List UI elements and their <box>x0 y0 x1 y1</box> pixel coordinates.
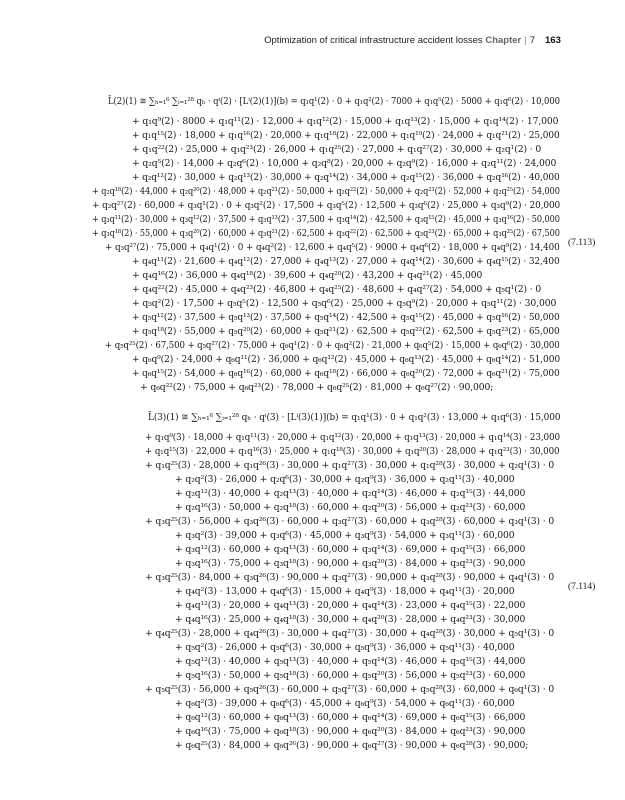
equation-line: + q₄q²²(2) · 45,000 + q₄q²³(2) · 46,800 + q₄q²⁵(2) · 48,600 + q₄q²⁷(2) · 54,000 + q₅q¹(2) · 0 <box>132 284 542 295</box>
equation-line: + q₃q¹¹(2) · 30,000 + q₃q¹²(2) · 37,500 + q₃q¹³(2) · 37,500 + q₃q¹⁴(2) · 42,500 + q₃q¹⁵(2) · 45,000 + q₃q¹⁶(2) · 50,000 <box>92 214 560 225</box>
equation-line: + q₄q²(3) · 13,000 + q₄q⁶(3) · 15,000 + q₄q⁹(3) · 18,000 + q₄q¹¹(3) · 20,000 <box>175 586 515 597</box>
equation-line: + q₂q¹⁶(3) · 50,000 + q₂q¹⁸(3) · 60,000 + q₂q²⁰(3) · 56,000 + q₂q²³(3) · 60,000 <box>175 502 526 513</box>
equation-line: + q₆q²(3) · 39,000 + q₆q⁶(3) · 45,000 + q₆q⁹(3) · 54,000 + q₆q¹¹(3) · 60,000 <box>175 698 515 709</box>
equation-line: + q₁q¹⁵(2) · 18,000 + q₁q¹⁶(2) · 20,000 + q₁q¹⁸(2) · 22,000 + q₁q¹⁹(2) · 24,000 + q₁q²¹(2) · 25,000 <box>132 130 560 141</box>
equation-line: + q₄q¹⁶(2) · 36,000 + q₄q¹⁸(2) · 39,600 + q₄q²⁰(2) · 43,200 + q₄q²¹(2) · 45,000 <box>132 270 483 281</box>
equation-line: + q₅q²(2) · 17,500 + q₅q⁵(2) · 12,500 + q₅q⁶(2) · 25,000 + q₅q⁹(2) · 20,000 + q₅q¹¹(2) · 30,000 <box>132 298 557 309</box>
chapter-separator: | <box>524 35 527 46</box>
equation-line: + q₅q¹²(3) · 40,000 + q₅q¹³(3) · 40,000 + q₅q¹⁴(3) · 46,000 + q₅q¹⁵(3) · 44,000 <box>175 656 526 667</box>
equation-line: + q₅q¹²(2) · 37,500 + q₅q¹³(2) · 37,500 + q₅q¹⁴(2) · 42,500 + q₅q¹⁵(2) · 45,000 + q₅q¹⁶(2) · 50,000 <box>132 312 560 323</box>
equation-line: + q₄q²⁵(3) · 28,000 + q₄q²⁶(3) · 30,000 + q₄q²⁷(3) · 30,000 + q₄q²⁸(3) · 30,000 + q₅q¹(3) · 0 <box>145 628 555 639</box>
equation-line: + q₃q¹⁶(3) · 75,000 + q₃q¹⁸(3) · 90,000 + q₃q²⁰(3) · 84,000 + q₃q²³(3) · 90,000 <box>175 558 526 569</box>
equation-line: + q₂q¹⁸(2) · 44,000 + q₂q²⁰(2) · 48,000 + q₂q²¹(2) · 50,000 + q₂q²²(2) · 50,000 + q₂q²³(2) · 52,000 + q₂q²⁵(2) · 54,000 <box>92 186 560 197</box>
equation-number: (7.113) <box>568 238 596 248</box>
running-header <box>0 0 625 46</box>
equation-line: + q₅q²⁵(3) · 56,000 + q₅q²⁶(3) · 60,000 + q₅q²⁷(3) · 60,000 + q₅q²⁸(3) · 60,000 + q₆q¹(3) · 0 <box>145 684 555 695</box>
equation-line: + q₅q²(3) · 26,000 + q₅q⁶(3) · 30,000 + q₅q⁹(3) · 36,000 + q₅q¹¹(3) · 40,000 <box>175 642 515 653</box>
equation-line: + q₄q¹²(3) · 20,000 + q₄q¹³(3) · 20,000 + q₄q¹⁴(3) · 23,000 + q₄q¹⁵(3) · 22,000 <box>175 600 526 611</box>
equation-line: + q₃q²(3) · 39,000 + q₃q⁶(3) · 45,000 + q₃q⁹(3) · 54,000 + q₃q¹¹(3) · 60,000 <box>175 530 515 541</box>
equation-line: + q₃q²⁵(3) · 84,000 + q₃q²⁶(3) · 90,000 + q₃q²⁷(3) · 90,000 + q₃q²⁸(3) · 90,000 + q₄q¹(3) · 0 <box>145 572 555 583</box>
equation-line: + q₄q¹⁶(3) · 25,000 + q₄q¹⁸(3) · 30,000 + q₄q²⁰(3) · 28,000 + q₄q²³(3) · 30,000 <box>175 614 526 625</box>
equation-line: + q₆q¹⁶(3) · 75,000 + q₆q¹⁸(3) · 90,000 + q₆q²⁰(3) · 84,000 + q₆q²³(3) · 90,000 <box>175 726 526 737</box>
equation-line: + q₁q⁹(3) · 18,000 + q₁q¹¹(3) · 20,000 + q₁q¹²(3) · 20,000 + q₁q¹³(3) · 20,000 + q₁q¹⁴(3) · 23,000 <box>145 432 560 443</box>
page-number: 163 <box>545 35 561 46</box>
equation-line: + q₂q²⁷(2) · 60,000 + q₃q¹(2) · 0 + q₃q²(2) · 17,500 + q₃q⁵(2) · 12,500 + q₃q⁶(2) · 25,000 + q₃q⁹(2) · 20,000 <box>92 200 561 211</box>
equation-line: + q₃q²⁵(3) · 56,000 + q₃q²⁶(3) · 60,000 + q₃q²⁷(3) · 60,000 + q₃q²⁸(3) · 60,000 + q₃q¹(3) · 0 <box>145 516 555 527</box>
chapter-label: Chapter <box>485 35 522 46</box>
equation-line: + q₂q⁵(2) · 14,000 + q₂q⁶(2) · 10,000 + q₂q⁸(2) · 20,000 + q₂q⁹(2) · 16,000 + q₂q¹¹(2) · 24,000 <box>132 158 557 169</box>
book-section-title: Optimization of critical infrastructure accident losses <box>264 35 483 46</box>
equation-line: + q₅q¹⁶(3) · 50,000 + q₅q¹⁸(3) · 60,000 + q₅q²⁰(3) · 56,000 + q₅q²³(3) · 60,000 <box>175 670 526 681</box>
equation-line: + q₁q²⁵(3) · 28,000 + q₁q²⁶(3) · 30,000 + q₁q²⁷(3) · 30,000 + q₁q²⁸(3) · 30,000 + q₂q¹(3) · 0 <box>145 460 555 471</box>
equation-line: + q₃q²⁷(2) · 75,000 + q₄q¹(2) · 0 + q₄q²(2) · 12,600 + q₄q⁵(2) · 9000 + q₄q⁶(2) · 18,000 + q₄q⁹(2) · 14,400 <box>105 242 560 253</box>
chapter-number: 7 <box>529 35 535 46</box>
equation-line: + q₁q⁹(2) · 8000 + q₁q¹¹(2) · 12,000 + q₁q¹²(2) · 15,000 + q₁q¹³(2) · 15,000 + q₁q¹⁴(2) · 17,000 <box>132 116 559 127</box>
equation-line: + q₆q¹⁵(2) · 54,000 + q₆q¹⁶(2) · 60,000 + q₆q¹⁸(2) · 66,000 + q₆q²⁰(2) · 72,000 + q₆q²¹(2) · 75,000 <box>132 368 560 379</box>
equation-line: + q₆q²⁵(3) · 84,000 + q₆q²⁶(3) · 90,000 + q₆q²⁷(3) · 90,000 + q₆q²⁸(3) · 90,000; <box>175 740 529 751</box>
equation-line: + q₁q²²(2) · 25,000 + q₁q²³(2) · 26,000 + q₁q²⁵(2) · 27,000 + q₁q²⁷(2) · 30,000 + q₂q¹(2) · 0 <box>132 144 542 155</box>
equation-line: + q₂q¹²(2) · 30,000 + q₂q¹³(2) · 30,000 + q₂q¹⁴(2) · 34,000 + q₂q¹⁵(2) · 36,000 + q₂q¹⁶(2) · 40,000 <box>132 172 560 183</box>
running-title <box>210 35 535 46</box>
equation-line: + q₆q¹²(3) · 60,000 + q₆q¹³(3) · 60,000 + q₆q¹⁴(3) · 69,000 + q₆q¹⁵(3) · 66,000 <box>175 712 526 723</box>
equation-line: + q₆q⁹(2) · 24,000 + q₆q¹¹(2) · 36,000 + q₆q¹²(2) · 45,000 + q₆q¹³(2) · 45,000 + q₆q¹⁴(2) · 51,000 <box>132 354 561 365</box>
equation-line: + q₂q²(3) · 26,000 + q₂q⁶(3) · 30,000 + q₂q⁹(3) · 36,000 + q₂q¹¹(3) · 40,000 <box>175 474 515 485</box>
equation-line: L̄(3)(1) ≅ ∑ₕ₌₁⁶ ∑ᵢ₌₁²⁸ qₕ · qⁱ(3) · [Lⁱ(3)(1)](b) = q₁q¹(3) · 0 + q₁q²(3) · 13,000 + q₁q⁶(3) · 15,000 <box>148 412 561 423</box>
equation-number: (7.114) <box>568 582 596 592</box>
equation-line: + q₅q¹⁸(2) · 55,000 + q₅q²⁰(2) · 60,000 + q₅q²¹(2) · 62,500 + q₅q²²(2) · 62,500 + q₅q²³(2) · 65,000 <box>132 326 560 337</box>
equation-line: + q₅q²⁵(2) · 67,500 + q₅q²⁷(2) · 75,000 + q₆q¹(2) · 0 + q₆q²(2) · 21,000 + q₆q⁵(2) · 15,000 + q₆q⁶(2) · 30,000 <box>105 340 560 351</box>
equation-line: + q₆q²²(2) · 75,000 + q₆q²³(2) · 78,000 + q₆q²⁵(2) · 81,000 + q₆q²⁷(2) · 90,000; <box>140 382 494 393</box>
equation-line: L̄(2)(1) ≅ ∑ₕ₌₁⁶ ∑ᵢ₌₁²⁸ qₕ · qⁱ(2) · [Lⁱ(2)(1)](b) = q₁q¹(2) · 0 + q₁q²(2) · 7000 + q₁q⁵(2) · 5000 + q₁q⁶(2) · 10,000 <box>108 96 560 107</box>
equation-line: + q₃q¹⁸(2) · 55,000 + q₃q²⁰(2) · 60,000 + q₃q²¹(2) · 62,500 + q₃q²²(2) · 62,500 + q₃q²³(2) · 65,000 + q₃q²⁵(2) · 67,500 <box>92 228 560 239</box>
equation-line: + q₄q¹¹(2) · 21,600 + q₄q¹²(2) · 27,000 + q₄q¹³(2) · 27,000 + q₄q¹⁴(2) · 30,600 + q₄q¹⁵(2) · 32,400 <box>132 256 560 267</box>
equation-line: + q₃q¹²(3) · 60,000 + q₃q¹³(3) · 60,000 + q₃q¹⁴(3) · 69,000 + q₃q¹⁵(3) · 66,000 <box>175 544 526 555</box>
equation-line: + q₂q¹²(3) · 40,000 + q₂q¹³(3) · 40,000 + q₂q¹⁴(3) · 46,000 + q₂q¹⁵(3) · 44,000 <box>175 488 526 499</box>
equation-line: + q₁q¹⁵(3) · 22,000 + q₁q¹⁶(3) · 25,000 + q₁q¹⁸(3) · 30,000 + q₁q²⁰(3) · 28,000 + q₁q²³(3) · 30,000 <box>145 446 560 457</box>
